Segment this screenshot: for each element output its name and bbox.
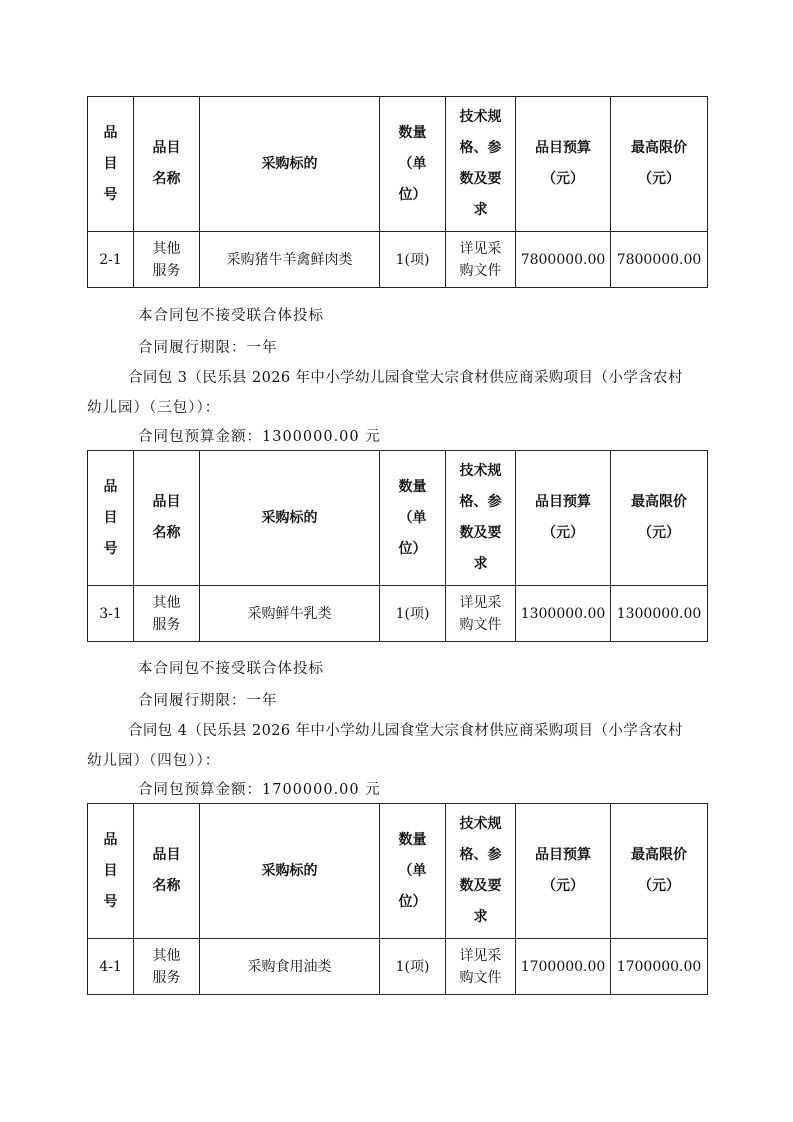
header-max-price: 最高限价 （元） xyxy=(611,804,708,939)
cell-subject: 采购鲜牛乳类 xyxy=(200,586,380,642)
header-quantity: 数量 （单 位） xyxy=(380,451,446,586)
header-item-no: 品 目 号 xyxy=(88,97,134,232)
table-row xyxy=(88,586,708,642)
header-budget: 品目预算 （元） xyxy=(516,97,611,232)
header-budget: 品目预算 （元） xyxy=(516,804,611,939)
cell-subject: 采购猪牛羊禽鲜肉类 xyxy=(200,232,380,288)
cell-item-name: 其他 服务 xyxy=(134,586,200,642)
header-spec: 技术规 格、参 数及要 求 xyxy=(446,451,516,586)
cell-item-no: 2-1 xyxy=(88,232,134,288)
cell-spec: 详见采 购文件 xyxy=(446,232,516,288)
header-item-name: 品目 名称 xyxy=(134,451,200,586)
cell-subject: 采购食用油类 xyxy=(200,939,380,995)
header-item-name: 品目 名称 xyxy=(134,97,200,232)
cell-budget: 7800000.00 xyxy=(516,232,611,288)
header-subject: 采购标的 xyxy=(200,97,380,232)
package-2-period-note: 合同履行期限：一年 xyxy=(138,340,278,356)
header-spec: 技术规 格、参 数及要 求 xyxy=(446,97,516,232)
package-3-budget: 合同包预算金额：1300000.00 元 xyxy=(138,429,381,445)
package-4-table xyxy=(87,803,708,995)
cell-max-price: 1700000.00 xyxy=(611,939,708,995)
header-quantity: 数量 （单 位） xyxy=(380,804,446,939)
package-2-joint-note: 本合同包不接受联合体投标 xyxy=(138,308,324,324)
cell-spec: 详见采 购文件 xyxy=(446,939,516,995)
package-3-title: 合同包 3（民乐县 2026 年中小学幼儿园食堂大宗食材供应商采购项目（小学含农村 xyxy=(128,370,683,386)
header-max-price: 最高限价 （元） xyxy=(611,451,708,586)
header-budget: 品目预算 （元） xyxy=(516,451,611,586)
table-header-row xyxy=(88,97,708,232)
package-2-table xyxy=(87,96,708,288)
table-row xyxy=(88,939,708,995)
package-4-budget: 合同包预算金额：1700000.00 元 xyxy=(138,782,381,798)
cell-item-name: 其他 服务 xyxy=(134,232,200,288)
cell-quantity: 1(项) xyxy=(380,232,446,288)
package-4-title-cont: 幼儿园）（四包））： xyxy=(87,753,221,769)
cell-budget: 1300000.00 xyxy=(516,586,611,642)
table-header-row xyxy=(88,451,708,586)
header-max-price: 最高限价 （元） xyxy=(611,97,708,232)
package-3-joint-note: 本合同包不接受联合体投标 xyxy=(138,661,324,677)
header-item-no: 品 目 号 xyxy=(88,804,134,939)
header-subject: 采购标的 xyxy=(200,804,380,939)
cell-item-no: 3-1 xyxy=(88,586,134,642)
cell-max-price: 1300000.00 xyxy=(611,586,708,642)
cell-budget: 1700000.00 xyxy=(516,939,611,995)
header-subject: 采购标的 xyxy=(200,451,380,586)
package-3-period-note: 合同履行期限：一年 xyxy=(138,693,278,709)
header-quantity: 数量 （单 位） xyxy=(380,97,446,232)
header-item-no: 品 目 号 xyxy=(88,451,134,586)
cell-spec: 详见采 购文件 xyxy=(446,586,516,642)
table-header-row xyxy=(88,804,708,939)
package-3-title-cont: 幼儿园）（三包））： xyxy=(87,400,221,416)
cell-item-no: 4-1 xyxy=(88,939,134,995)
package-4-title: 合同包 4（民乐县 2026 年中小学幼儿园食堂大宗食材供应商采购项目（小学含农村 xyxy=(128,723,683,739)
package-3-table xyxy=(87,450,708,642)
header-spec: 技术规 格、参 数及要 求 xyxy=(446,804,516,939)
header-item-name: 品目 名称 xyxy=(134,804,200,939)
cell-quantity: 1(项) xyxy=(380,939,446,995)
table-row xyxy=(88,232,708,288)
cell-quantity: 1(项) xyxy=(380,586,446,642)
cell-item-name: 其他 服务 xyxy=(134,939,200,995)
cell-max-price: 7800000.00 xyxy=(611,232,708,288)
